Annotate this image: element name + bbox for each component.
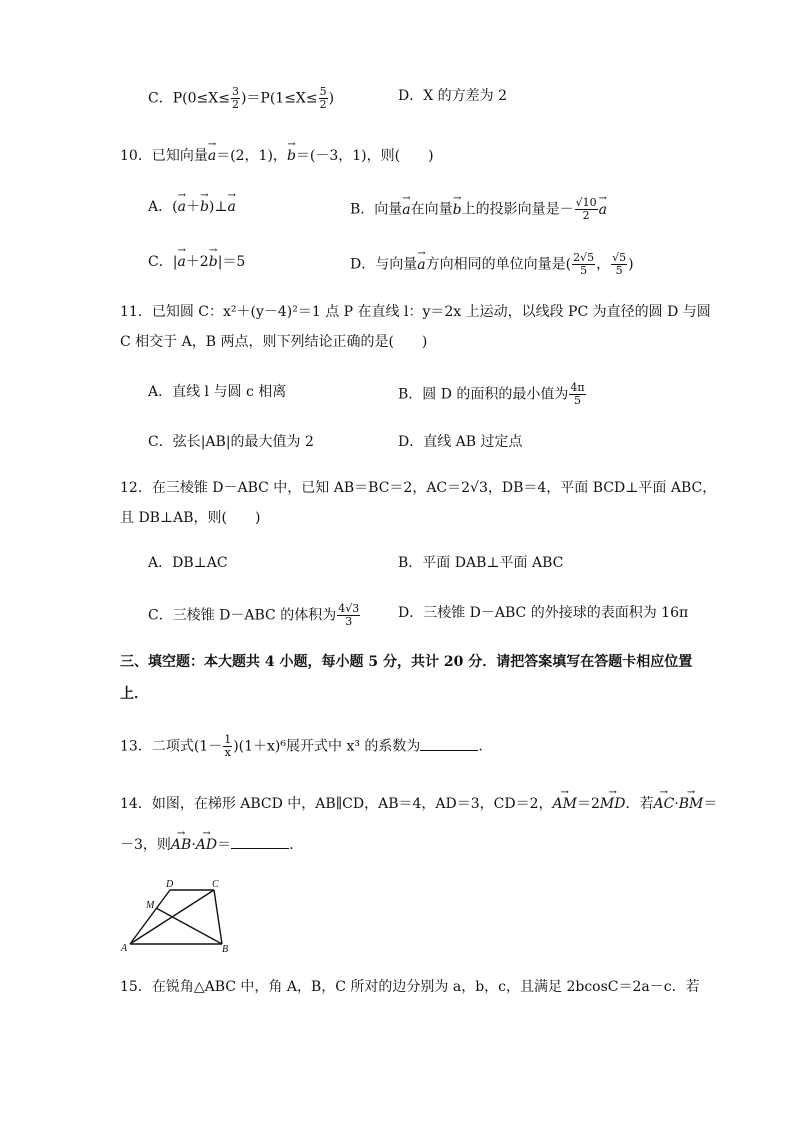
q14-stem-line2: －3，则→ AB·→ AD＝ .	[120, 834, 294, 855]
q11-option-d: D．直线 AB 过定点	[398, 434, 523, 450]
q9-option-c: C．P(0≤X≤ $\frac{3}{2}$ )＝P(1≤X≤ $\frac{5}{2}$ )	[148, 85, 335, 111]
fraction: $\frac{4√3}{3}$	[338, 602, 360, 628]
fraction: $\frac{4\pi}{5}$	[570, 381, 585, 407]
q12-option-c: C．三棱锥 D－ABC 的体积为 $\frac{4√3}{3}$	[148, 602, 360, 628]
section-heading-line2: 上．	[120, 686, 148, 702]
label-d: D	[166, 879, 174, 890]
answer-blank[interactable]	[420, 736, 478, 751]
q12-option-d: D．三棱锥 D－ABC 的外接球的表面积为 16π	[398, 605, 689, 621]
q10-option-a: A．(→ a＋→ b)⊥→ a	[148, 197, 236, 217]
fraction: $\frac{3}{2}$	[231, 85, 239, 111]
label-c: C	[212, 879, 219, 890]
q10-option-d: D．与向量→ a方向相同的单位向量是( $\frac{2√5}{5}$ ， $\frac{√5}{5}$ )	[350, 252, 634, 277]
section-heading-line1: 三、填空题：本大题共 4 小题，每小题 5 分，共计 20 分．请把答案填写在答题卡相应位置	[120, 654, 693, 670]
fraction: $\frac{√5}{5}$	[612, 251, 627, 277]
fraction: $\frac{5}{2}$	[319, 85, 327, 111]
q13-stem: 13．二项式(1－ $\frac{1}{x}$ )(1＋x)⁶展开式中 x³ 的系数为 .	[120, 733, 483, 759]
answer-blank[interactable]	[231, 834, 289, 849]
q11-option-c: C．弦长|AB|的最大值为 2	[148, 434, 314, 450]
q11-stem-line1: 11．已知圆 C：x²＋(y－4)²＝1 点 P 在直线 l：y＝2x 上运动，以线段 PC 为直径的圆 D 与圆	[120, 304, 711, 320]
q9-option-d: D．X 的方差为 2	[398, 88, 507, 104]
q11-stem-line2: C 相交于 A，B 两点，则下列结论正确的是( )	[120, 334, 428, 350]
label-m: M	[146, 900, 155, 911]
trapezoid-figure	[118, 878, 238, 954]
fraction: $\frac{√10}{2}$	[575, 196, 597, 222]
q11-option-a: A．直线 l 与圆 c 相离	[148, 384, 287, 400]
edge-ad	[130, 890, 170, 944]
edge-cb	[214, 890, 222, 944]
q12-stem-line2: 且 DB⊥AB，则( )	[120, 510, 261, 526]
segment-bm	[156, 908, 222, 944]
q15-stem-line1: 15．在锐角△ABC 中，角 A，B，C 所对的边分别为 a，b，c，且满足 2bcosC＝2a－c．若	[120, 979, 700, 995]
label-a: A	[121, 943, 128, 954]
q14-stem-line1: 14．如图，在梯形 ABCD 中，AB∥CD，AB＝4，AD＝3，CD＝2，→ AM＝2→ MD．若→ AC·→ BM＝	[120, 794, 717, 814]
fraction: $\frac{1}{x}$	[224, 733, 232, 759]
label-b: B	[222, 944, 229, 954]
q10-option-b: B．向量→ a在向量→ b上的投影向量是－ $\frac{√10}{2}$ → a	[350, 197, 607, 222]
q12-stem-line1: 12．在三棱锥 D－ABC 中，已知 AB＝BC＝2，AC＝2√3，DB＝4，平面 BCD⊥平面 ABC，	[120, 480, 717, 496]
fraction: $\frac{2√5}{5}$	[573, 251, 595, 277]
q10-stem: 10．已知向量→ a＝(2，1)，→ b＝(－3，1)，则( )	[120, 146, 434, 166]
q12-option-b: B．平面 DAB⊥平面 ABC	[398, 555, 564, 571]
q12-option-a: A．DB⊥AC	[148, 555, 228, 571]
q10-option-c: C．|→ a＋2→ b|＝5	[148, 252, 245, 272]
q11-option-b: B．圆 D 的面积的最小值为 $\frac{4\pi}{5}$	[398, 381, 585, 407]
